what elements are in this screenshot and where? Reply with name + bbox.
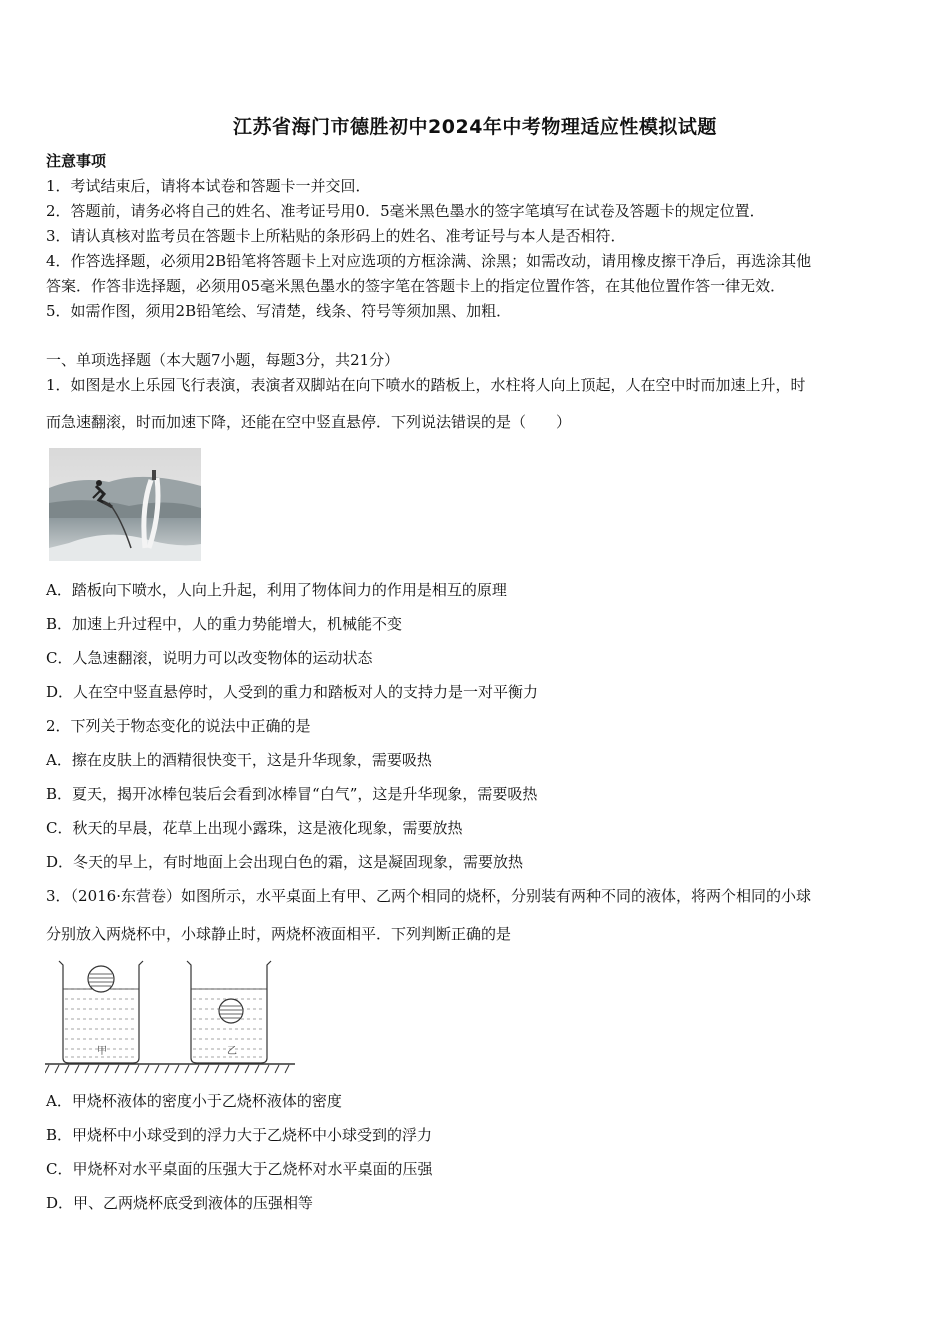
question-1-option-b: B．加速上升过程中，人的重力势能增大，机械能不变: [46, 615, 403, 633]
question-1-stem-line-2: 而急速翻滚，时而加速下降，还能在空中竖直悬停．下列说法错误的是（ ）: [46, 413, 572, 431]
question-2-option-c: C．秋天的早晨，花草上出现小露珠，这是液化现象，需要放热: [46, 819, 463, 837]
section-heading: 一、单项选择题（本大题7小题，每题3分，共21分）: [46, 351, 400, 369]
question-1-option-d: D．人在空中竖直悬停时，人受到的重力和踏板对人的支持力是一对平衡力: [46, 683, 539, 701]
notice-item-3: 3．请认真核对监考员在答题卡上所粘贴的条形码上的姓名、准考证号与本人是否相符．: [46, 227, 626, 245]
flyboard-photo: [49, 448, 201, 561]
question-2-option-d: D．冬天的早上，有时地面上会出现白色的霜，这是凝固现象，需要放热: [46, 853, 524, 871]
notice-heading: 注意事项: [46, 152, 107, 170]
beaker-a-label: 甲: [97, 1046, 107, 1057]
question-2-stem: 2．下列关于物态变化的说法中正确的是: [46, 717, 311, 735]
notice-item-2: 2．答题前，请务必将自己的姓名、准考证号用0．5毫米黑色墨水的签字笔填写在试卷及答题卡的规定位置．: [46, 202, 765, 220]
question-1-option-a: A．踏板向下喷水，人向上升起，利用了物体间力的作用是相互的原理: [46, 581, 507, 599]
question-3-option-c: C．甲烧杯对水平桌面的压强大于乙烧杯对水平桌面的压强: [46, 1160, 433, 1178]
notice-item-4: 4．作答选择题，必须用2B铅笔将答题卡上对应选项的方框涂满、涂黑；如需改动，请用橡皮擦干净后，再选涂其他: [46, 252, 812, 270]
notice-item-5: 5．如需作图，须用2B铅笔绘、写清楚，线条、符号等须加黑、加粗．: [46, 302, 512, 320]
question-3-option-b: B．甲烧杯中小球受到的浮力大于乙烧杯中小球受到的浮力: [46, 1126, 433, 1144]
question-3-stem-line-1: 3．（2016·东营卷）如图所示，水平桌面上有甲、乙两个相同的烧杯，分别装有两种不同的液体，将两个相同的小球: [46, 887, 811, 905]
question-2-option-b: B．夏天，揭开冰棒包装后会看到冰棒冒“白气”，这是升华现象，需要吸热: [46, 785, 538, 803]
question-3-stem-line-2: 分别放入两烧杯中，小球静止时，两烧杯液面相平．下列判断正确的是: [46, 925, 512, 943]
question-1-option-c: C．人急速翻滚，说明力可以改变物体的运动状态: [46, 649, 373, 667]
question-3-option-d: D．甲、乙两烧杯底受到液体的压强相等: [46, 1194, 314, 1212]
question-3-option-a: A．甲烧杯液体的密度小于乙烧杯液体的密度: [46, 1092, 342, 1110]
question-1-stem-line-1: 1．如图是水上乐园飞行表演，表演者双脚站在向下喷水的踏板上，水柱将人向上顶起，人在空中时而加速上升，时: [46, 376, 806, 394]
notice-item-4-continued: 答案．作答非选择题，必须用05毫米黑色墨水的签字笔在答题卡上的指定位置作答，在其他位置作答一律无效．: [46, 277, 786, 295]
beaker-b-label: 乙: [227, 1046, 237, 1057]
beakers-figure: [45, 955, 295, 1077]
question-2-option-a: A．擦在皮肤上的酒精很快变干，这是升华现象，需要吸热: [46, 751, 432, 769]
notice-item-1: 1．考试结束后，请将本试卷和答题卡一并交回．: [46, 177, 371, 195]
page-title: 江苏省海门市德胜初中2024年中考物理适应性模拟试题: [233, 116, 717, 138]
